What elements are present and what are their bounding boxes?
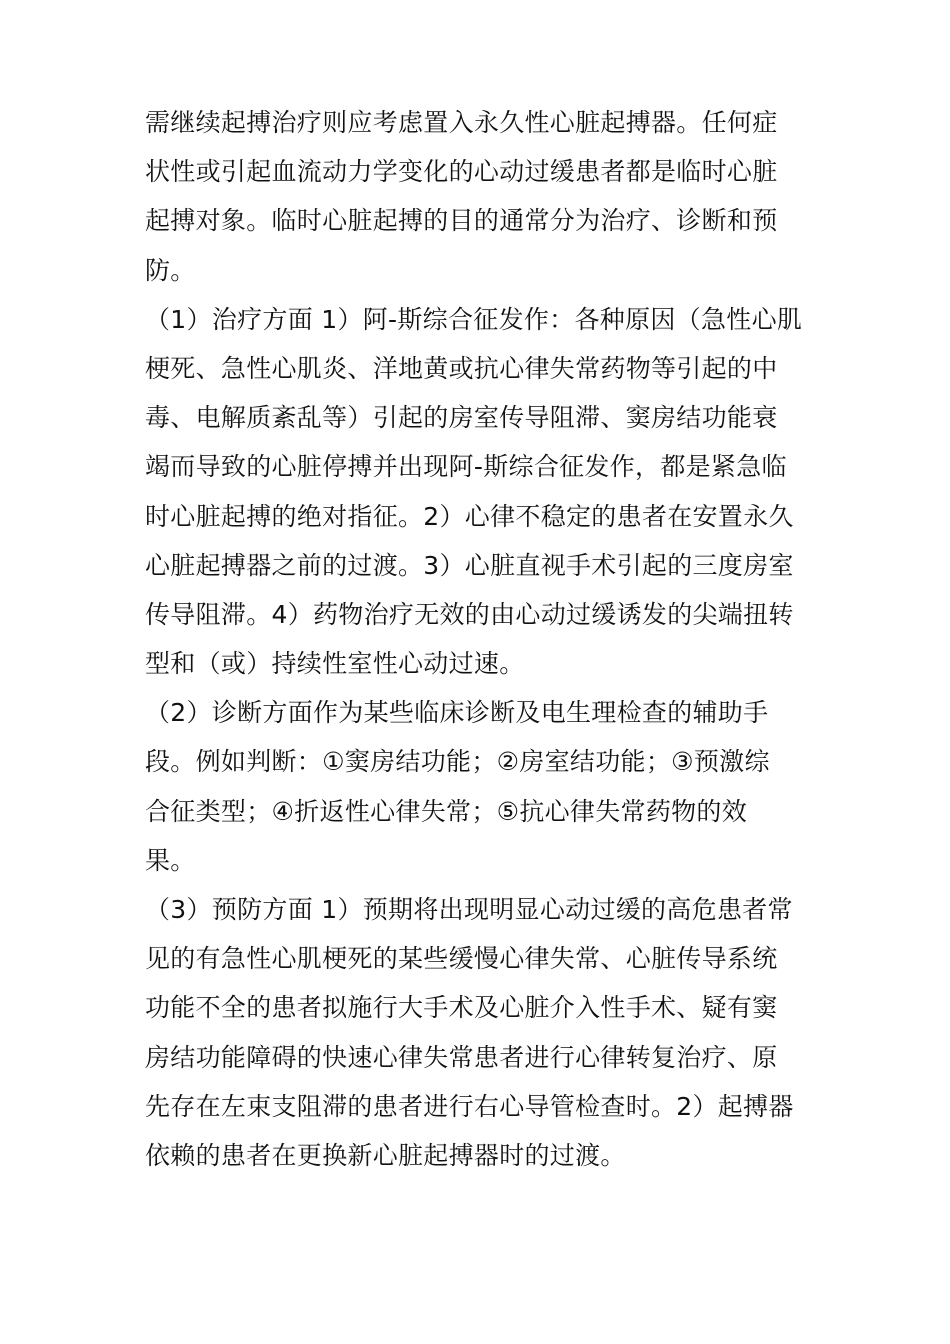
- text-line: 见的有急性心肌梗死的某些缓慢心律失常、心脏传导系统: [145, 944, 778, 974]
- text-line: 时心脏起搏的绝对指征。2）心律不稳定的患者在安置永久: [145, 501, 794, 531]
- text-line: 梗死、急性心肌炎、洋地黄或抗心律失常药物等引起的中: [145, 353, 778, 383]
- text-line: （2）诊断方面作为某些临床诊断及电生理检查的辅助手: [145, 698, 769, 728]
- text-line: 型和（或）持续性室性心动过速。: [145, 649, 525, 679]
- text-line: 段。例如判断：①窦房结功能；②房室结功能；③预激综: [145, 747, 770, 777]
- text-line: 依赖的患者在更换新心脏起搏器时的过渡。: [145, 1140, 626, 1170]
- text-line: 状性或引起血流动力学变化的心动过缓患者都是临时心脏: [145, 157, 778, 187]
- text-line: 需继续起搏治疗则应考虑置入永久性心脏起搏器。任何症: [145, 108, 778, 137]
- text-line: 果。: [145, 845, 196, 875]
- text-line: 先存在左束支阻滞的患者进行右心导管检查时。2）起搏器: [145, 1091, 794, 1121]
- text-line: 功能不全的患者拟施行大手术及心脏介入性手术、疑有窦: [145, 993, 778, 1023]
- text-line: （1）治疗方面 1）阿-斯综合征发作：各种原因（急性心肌: [145, 304, 803, 334]
- text-line: 防。: [145, 255, 196, 285]
- text-line: 传导阻滞。4）药物治疗无效的由心动过缓诱发的尖端扭转: [145, 599, 794, 629]
- text-line: 心脏起搏器之前的过渡。3）心脏直视手术引起的三度房室: [145, 550, 794, 580]
- text-line: 竭而导致的心脏停搏并出现阿-斯综合征发作，都是紧急临: [145, 452, 787, 482]
- text-line: 房结功能障碍的快速心律失常患者进行心律转复治疗、原: [145, 1042, 778, 1072]
- text-line: 合征类型；④折返性心律失常；⑤抗心律失常药物的效: [145, 796, 748, 826]
- body-text: [145, 98, 810, 1180]
- text-line: （3）预防方面 1）预期将出现明显心动过缓的高危患者常: [145, 895, 793, 924]
- text-line: 起搏对象。临时心脏起搏的目的通常分为治疗、诊断和预: [145, 206, 778, 236]
- text-line: 毒、电解质紊乱等）引起的房室传导阻滞、窦房结功能衰: [145, 403, 778, 433]
